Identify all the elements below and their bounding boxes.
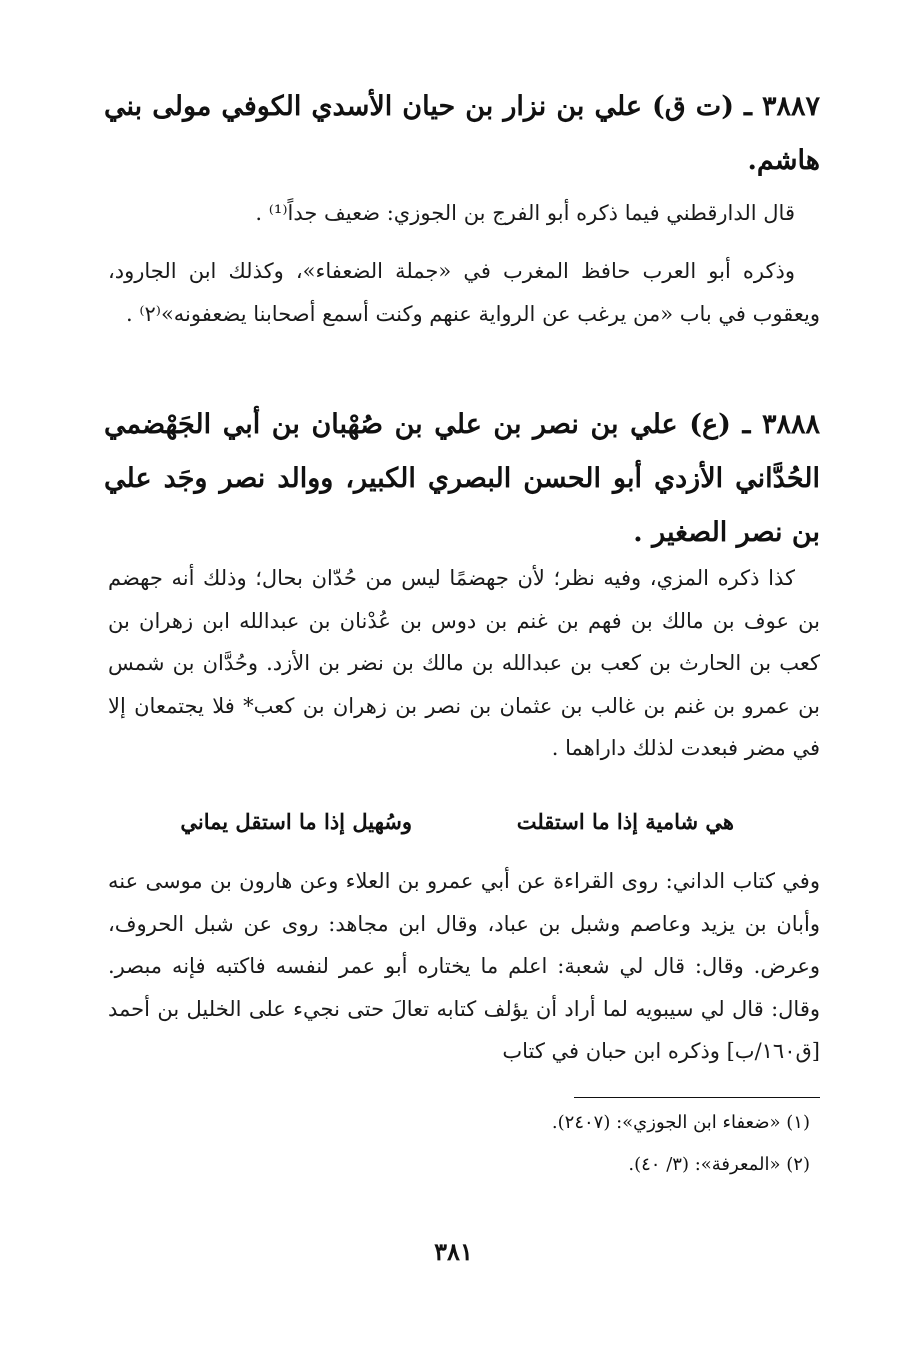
verse-first-hemistich: هي شامية إذا ما استقلت [516, 809, 734, 834]
entry-3887-paragraph-2: وذكره أبو العرب حافظ المغرب في «جملة الضعفاء»، وكذلك ابن الجارود، ويعقوب في باب «من يرغب عن الرواية عنهم وكنت أسمع أصحابنا يضعفونه»⁽٢⁾ . [108, 259, 820, 326]
entry-3888-heading: ٣٨٨٨ ـ (ع) علي بن نصر بن علي بن صُهْبان بن أبي الجَهْضمي الحُدَّاني الأزدي أبو الحسن البصري الكبير، ووالد نصر وجَد علي بن نصر الصغير . [104, 409, 820, 548]
entry-3888-continuation: وفي كتاب الداني: روى القراءة عن أبي عمرو بن العلاء وعن هارون بن موسى عنه وأبان بن يزيد وعاصم وشبل بن عباد، وقال ابن مجاهد: روى عن شبل الحروف، وعرض. وقال: قال لي شعبة: اعلم ما يختاره أبو عمر لنفسه فاكتبه فإنه مبصر. وقال: قال لي سيبويه لما أراد أن يؤلف كتابه تعالَ حتى نجيء على الخليل بن أحمد [ق١٦٠/ب] وذكره ابن حبان في كتاب [108, 869, 820, 1063]
entry-3888-paragraph-1: كذا ذكره المزي، وفيه نظر؛ لأن جهضمًا ليس من حُدّان بحال؛ وذلك أنه جهضم بن عوف بن مالك بن فهم بن غنم بن دوس بن عُدْنان بن عبدالله ابن زهران بن كعب بن الحارث بن كعب بن عبدالله بن مالك بن نضر بن الأزد. وحُدَّان بن شمس بن عمرو بن غنم بن غالب بن عثمان بن نصر بن زهران بن كعب* فلا يجتمعان إلا في مضر فبعدت لذلك داراهما . [108, 566, 820, 760]
entry-3887-paragraph-1: قال الدارقطني فيما ذكره أبو الفرج بن الجوزي: ضعيف جداً⁽¹⁾ . [255, 201, 795, 225]
footnote-2: (٢) «المعرفة»: (٣/ ٤٠). [628, 1154, 810, 1175]
verse-line [108, 800, 820, 844]
footnote-divider [574, 1097, 820, 1098]
page-number: ٣٨١ [434, 1237, 473, 1266]
verse-second-hemistich: وسُهيل إذا ما استقل يماني [180, 809, 412, 834]
footnote-1: (١) «ضعفاء ابن الجوزي»: (٢٤٠٧). [551, 1112, 810, 1133]
entry-3887-heading: ٣٨٨٧ ـ (ت ق) علي بن نزار بن حيان الأسدي الكوفي مولى بني هاشم. [104, 91, 820, 176]
